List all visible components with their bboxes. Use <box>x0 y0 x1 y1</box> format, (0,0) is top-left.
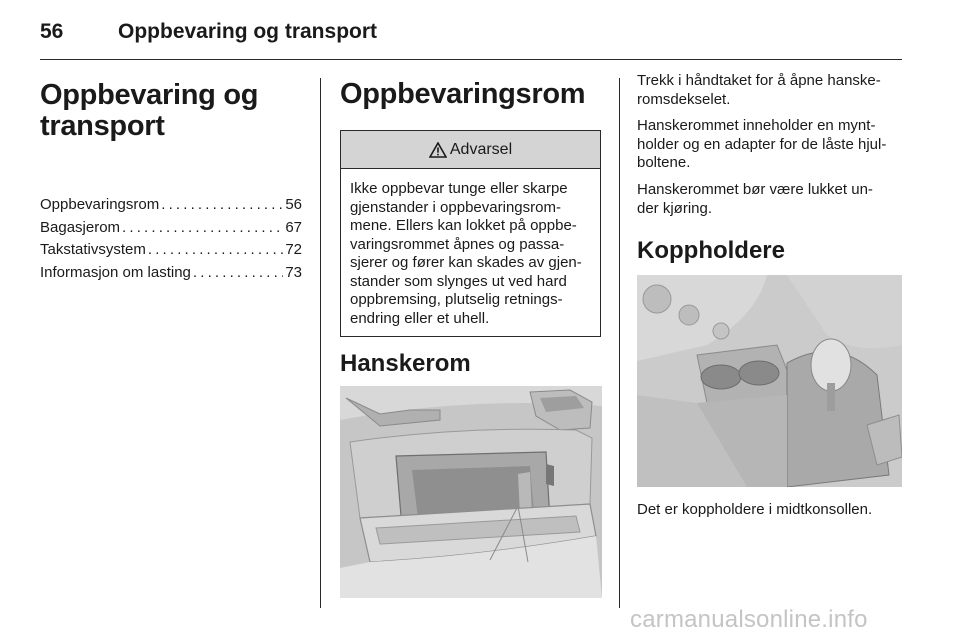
cupholders-title: Koppholdere <box>637 237 785 265</box>
toc-leader-dots <box>148 239 283 262</box>
glovebox-paragraph-line: Hanskerommet inneholder en mynt- <box>637 117 876 135</box>
toc-leader-dots <box>161 194 283 217</box>
watermark: carmanualsonline.info <box>630 606 868 633</box>
toc-entry-page: 72 <box>285 241 302 258</box>
running-title: Oppbevaring og transport <box>118 20 378 43</box>
column-divider-1 <box>320 78 321 608</box>
toc-entry-page: 67 <box>285 218 302 236</box>
warning-line: oppbremsing, plutselig retnings- <box>350 291 563 308</box>
toc-leader-dots <box>193 262 283 285</box>
warning-heading: Advarsel <box>449 140 513 158</box>
toc-entry-label: Takstativsystem <box>40 241 146 258</box>
glovebox-paragraph-line: Trekk i håndtaket for å åpne hanske- <box>637 72 881 89</box>
toc-entry[interactable] <box>40 217 302 240</box>
toc-entry[interactable] <box>40 262 302 285</box>
warning-line: mene. Ellers kan lokket på oppbe- <box>350 217 577 234</box>
warning-triangle-icon <box>429 142 447 158</box>
glovebox-illustration <box>340 386 602 598</box>
glovebox-text <box>637 72 902 218</box>
glovebox-paragraph <box>637 181 902 218</box>
glovebox-paragraph-line: holder og en adapter for de låste hjul- <box>637 135 887 153</box>
toc-entry-page: 56 <box>285 196 302 213</box>
warning-line: sjerer og fører kan skades av gjen- <box>350 254 582 271</box>
warning-header <box>341 131 600 169</box>
warning-line: Ikke oppbevar tunge eller skarpe <box>350 180 568 197</box>
page-header <box>40 20 902 60</box>
glovebox-paragraph-line: boltene. <box>637 154 691 172</box>
warning-line: endring eller et uhell. <box>350 309 490 327</box>
table-of-contents <box>40 194 302 284</box>
glovebox-paragraph-line: der kjøring. <box>637 199 713 217</box>
toc-entry-label: Bagasjerom <box>40 218 121 236</box>
glovebox-paragraph <box>637 72 902 109</box>
warning-line: gjenstander i oppbevaringsrom- <box>350 198 561 216</box>
warning-box <box>340 130 601 337</box>
cupholder-illustration <box>637 275 902 487</box>
warning-line: varingsrommet åpnes og passa- <box>350 235 565 253</box>
section-title: Oppbevaringsrom <box>340 78 586 110</box>
page-number: 56 <box>40 20 64 43</box>
toc-entry[interactable] <box>40 194 302 217</box>
glovebox-paragraph-line: Hanskerommet bør være lukket un- <box>637 180 873 198</box>
glovebox-paragraph-line: romsdekselet. <box>637 90 731 108</box>
toc-entry-label: Informasjon om lasting <box>40 263 191 281</box>
column-divider-2 <box>619 78 620 608</box>
cupholders-caption: Det er koppholdere i midtkonsollen. <box>637 501 873 519</box>
toc-entry-page: 73 <box>285 263 302 281</box>
chapter-title: Oppbevaring og transport <box>40 79 259 142</box>
toc-entry[interactable] <box>40 239 302 262</box>
toc-leader-dots <box>122 217 283 240</box>
continuation-column <box>637 72 902 519</box>
warning-line: stander som slynges ut ved hard <box>350 272 567 290</box>
section-column <box>340 72 602 598</box>
warning-text <box>341 169 600 336</box>
chapter-column <box>40 72 302 284</box>
toc-entry-label: Oppbevaringsrom <box>40 196 160 213</box>
header-rule <box>40 59 902 60</box>
glovebox-paragraph <box>637 117 902 173</box>
glovebox-title: Hanskerom <box>340 350 471 377</box>
